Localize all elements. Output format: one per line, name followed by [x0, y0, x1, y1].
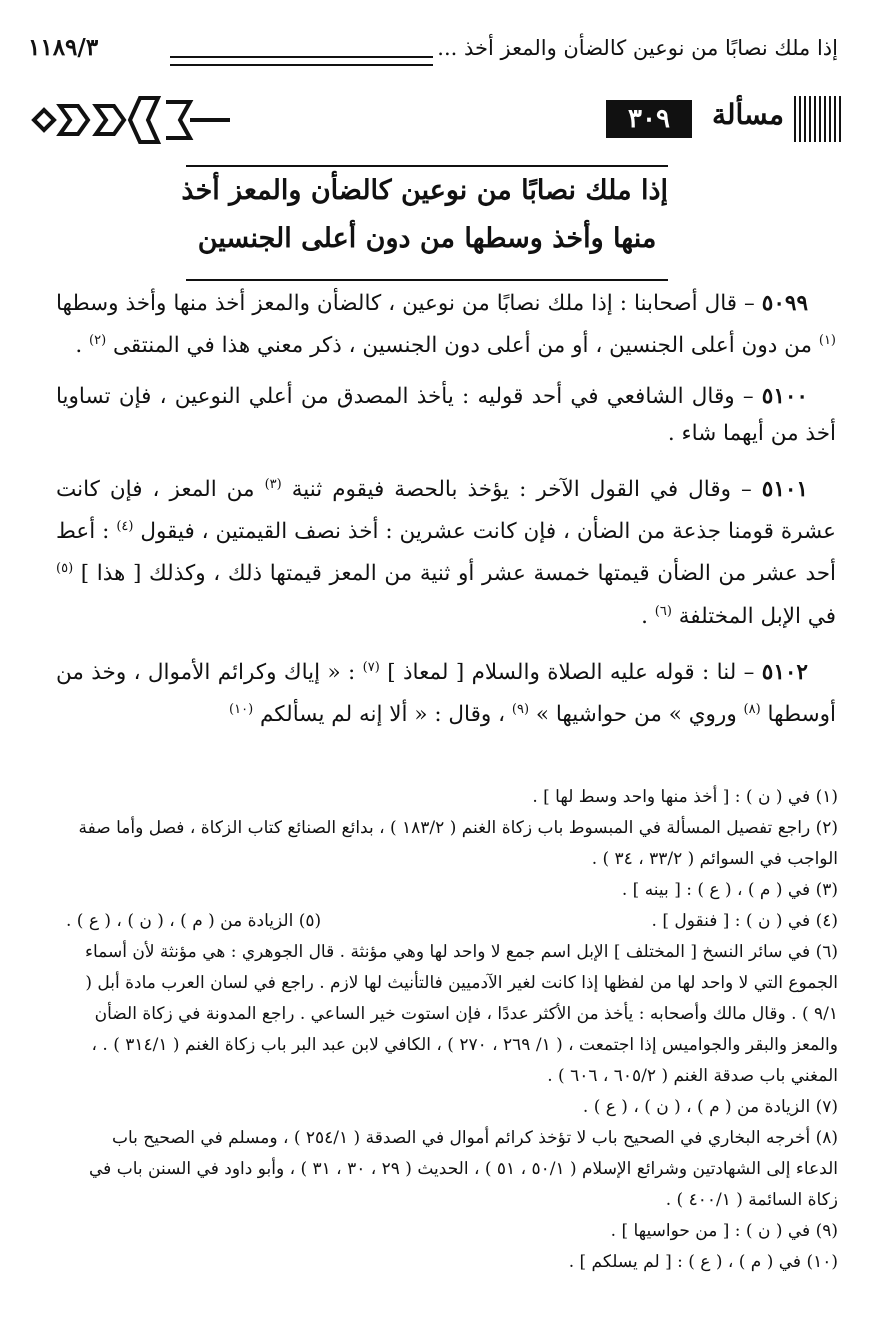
footnote-5: (٥) الزيادة من ( م ) ، ( ن ) ، ( ع ) .: [66, 911, 322, 931]
footnote-ref: (٩): [511, 701, 530, 717]
footnotes: [66, 782, 838, 1278]
paragraph-number: ٥١٠٠: [761, 384, 808, 410]
footnote-ref: (١٠): [229, 701, 254, 717]
paragraph-number: ٥١٠١: [761, 477, 808, 503]
footnote-9: (٩) في ( ن ) : [ من حواسيها ] .: [610, 1221, 838, 1241]
footnote-row: [66, 875, 838, 906]
running-title: إذا ملك نصابًا من نوعين كالضأن والمعز أخذ ...: [437, 36, 838, 60]
paragraph-text: – وقال الشافعي في أحد قوليه : يأخذ المصدق من أعلي النوعين ، فإن تساويا أخذ من أيهما شاء .: [56, 384, 836, 447]
footnote-3: (٣) في ( م ) ، ( ع ) : [ بينه ] .: [621, 880, 838, 900]
page-number: ١١٨٩/٣: [28, 34, 99, 61]
paragraph-5099: [56, 285, 836, 364]
ornament-icon: [30, 92, 230, 148]
paragraph-text: – قال أصحابنا : إذا ملك نصابًا من نوعين ، كالضأن والمعز أخذ منها وأخذ وسطها: [56, 291, 755, 316]
footnote-6: (٦) في سائر النسخ [ المختلف ] الإبل اسم جمع لا واحد لها وهي مؤنثة . قال الجوهري : هي مؤنثة لأن أسماء الجموع التي لا واحد لها من لفظها إذا كانت لغير الآدميين فالتأنيث لها لازم . راجع في لسان العرب مادة أبل ( ٩/١ ) . وقال مالك وأصحابه : يأخذ من الأكثر عددًا ، فإن استوت خير الساعي . راجع المدونة في زكاة الضأن والمعز والبقر والجواميس إذا اجتمعت ، ( ١/ ٢٦٩ ، ٢٧٠ ) ، الكافي لابن عبد البر باب زكاة الغنم ( ٣١٤/١ ) . ، المغني باب صدقة الغنم ( ٦٠٥/٢ ، ٦٠٦ ) .: [84, 942, 838, 1086]
footnote-ref: (٤): [116, 519, 134, 535]
footnote-row: [66, 906, 838, 937]
main-text: [56, 285, 836, 747]
running-header: [28, 36, 838, 76]
title-line-2: منها وأخذ وسطها من دون أعلى الجنسين: [197, 223, 657, 254]
paragraph-text: من دون أعلى الجنسين ، أو من أعلى دون الجنسين ، ذكر معني هذا في المنتقى: [112, 333, 813, 359]
footnote-1: (١) في ( ن ) : [ أخذ منها واحد وسط لها ] .: [532, 787, 838, 807]
footnote-2: (٢) راجع تفصيل المسألة في المبسوط باب زكاة الغنم ( ١٨٣/٢ ) ، بدائع الصنائع كتاب الزكاة ، فصل وأما صفة الواجب في السوائم ( ٣٣/٢ ، ٣٤ ) .: [78, 818, 838, 869]
paragraph-text: .: [75, 333, 83, 359]
masala-banner: [30, 92, 842, 148]
paragraph-text: – لنا : قوله عليه الصلاة والسلام [ لمعاذ ]: [387, 659, 755, 685]
paragraph-number: ٥١٠٢: [761, 659, 808, 685]
paragraph-text: – وقال في القول الآخر : يؤخذ بالحصة فيقوم ثنية: [291, 477, 752, 503]
footnote-ref: (٧): [362, 659, 380, 675]
footnote-ref: (٦): [654, 603, 672, 619]
masala-title: [181, 165, 668, 281]
footnote-ref: (٣): [264, 477, 282, 493]
footnote-8: (٨) أخرجه البخاري في الصحيح باب لا تؤخذ كرائم أموال في الصدقة ( ٢٥٤/١ ) ، ومسلم في الصحيح باب الدعاء إلى الشهادتين وشرائع الإسلام ( ٥٠/١ ، ٥١ ) ، الحديث ( ٢٩ ، ٣٠ ، ٣١ ) ، وأبو داود في السنن باب في زكاة السائمة ( ٤٠٠/١ ) .: [89, 1128, 838, 1210]
footnote-ref: (٢): [89, 333, 107, 348]
footnote-ref: (٨): [743, 701, 761, 717]
paragraph-text: : « إياك وكرائم الأموال ، وخذ من أوسطها: [56, 659, 836, 728]
banner-stripes: [794, 96, 842, 142]
paragraph-5101: [56, 466, 836, 635]
footnote-ref: (١): [818, 333, 836, 348]
paragraph-text: وروي » من حواشيها »: [535, 702, 737, 728]
footnote-ref: (٥): [56, 561, 74, 577]
paragraph-text: .: [641, 603, 648, 629]
paragraph-number: ٥٠٩٩: [761, 291, 808, 316]
paragraph-text: ، وقال : « ألا إنه لم يسألكم: [259, 702, 506, 728]
masala-number: ٣٠٩: [606, 100, 692, 138]
footnote-10: (١٠) في ( م ) ، ( ع ) : [ لم يسلكم ] .: [568, 1252, 838, 1272]
paragraph-5100: [56, 378, 836, 452]
title-line-1: إذا ملك نصابًا من نوعين كالضأن والمعز أخذ: [181, 175, 668, 206]
paragraph-text: من المعز ، فإن كانت عشرة قومنا جذعة من الضأن ، فإن كانت عشرين : أخذ نصف القيمتين ، فيقول: [56, 477, 836, 545]
paragraph-text: في الإبل المختلفة: [678, 603, 836, 629]
footnote-7: (٧) الزيادة من ( م ) ، ( ن ) ، ( ع ) .: [582, 1097, 838, 1117]
paragraph-5102: [56, 649, 836, 733]
header-double-rule: [170, 56, 433, 66]
masala-label: مسألة: [711, 98, 784, 131]
footnote-4: (٤) في ( ن ) : [ فنقول ] .: [651, 911, 838, 931]
paragraph-text: : أعط أحد عشر من الضأن قيمتها خمسة عشر أو ثنية من المعز قيمتها ذلك ، وكذلك [ هذا ]: [56, 519, 836, 587]
